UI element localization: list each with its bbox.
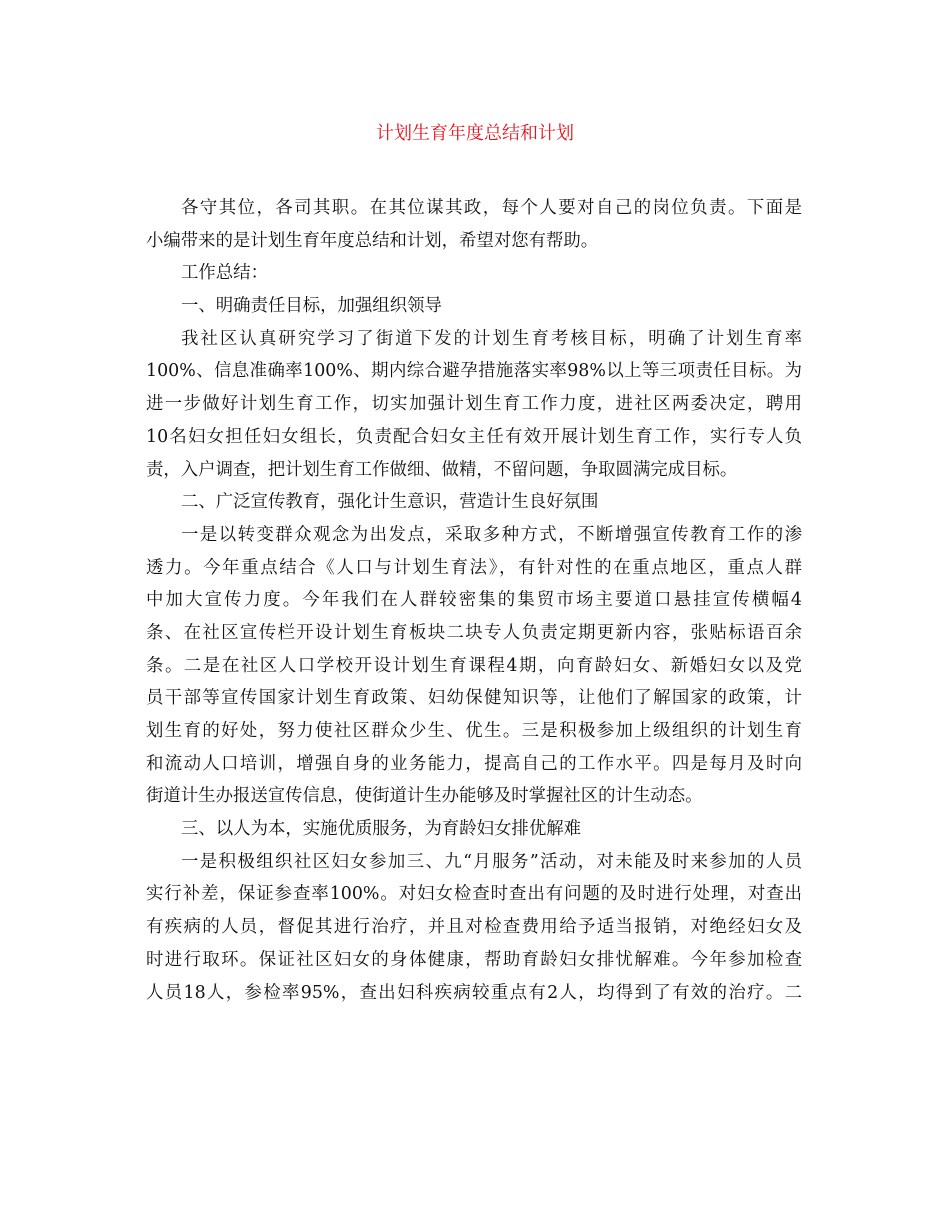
paragraph-line: 一是以转变群众观念为出发点，采取多种方式，不断增强宣传教育工作的渗: [181, 524, 802, 545]
paragraph-line: 时进行取环。保证社区妇女的身体健康，帮助育龄妇女排忧解难。今年参加检查: [146, 949, 802, 970]
paragraph-line: 和流动人口培训，增强自身的业务能力，提高自己的工作水平。四是每月及时向: [146, 753, 802, 774]
paragraph-line: 人员18人，参检率95%，查出妇科疾病较重点有2人，均得到了有效的治疗。二: [146, 982, 802, 1003]
paragraph-line: 实行补差，保证参查率100%。对妇女检查时查出有问题的及时进行处理，对查出: [146, 884, 802, 905]
paragraph-line: 中加大宣传力度。今年我们在人群较密集的集贸市场主要道口悬挂宣传横幅4: [146, 590, 802, 611]
paragraph-line: 100%、信息准确率100%、期内综合避孕措施落实率98%以上等三项责任目标。为: [146, 361, 802, 382]
section-heading: 二、广泛宣传教育，强化计生意识，营造计生良好氛围: [181, 492, 599, 513]
paragraph-line: 条、在社区宣传栏开设计划生育板块二块专人负责定期更新内容，张贴标语百余: [146, 622, 802, 643]
paragraph-line: 我社区认真研究学习了街道下发的计划生育考核目标，明确了计划生育率: [181, 328, 802, 349]
paragraph-line: 10名妇女担任妇女组长，负责配合妇女主任有效开展计划生育工作，实行专人负: [146, 426, 802, 447]
document-title: 计划生育年度总结和计划: [376, 123, 574, 144]
paragraph-line: 一是积极组织社区妇女参加三、九“月服务”活动，对未能及时来参加的人员: [181, 851, 802, 872]
paragraph-line: 街道计生办报送宣传信息，使街道计生办能够及时掌握社区的计生动态。: [146, 786, 703, 807]
paragraph-line: 有疾病的人员，督促其进行治疗，并且对检查费用给予适当报销，对绝经妇女及: [146, 917, 802, 938]
section-heading: 一、明确责任目标，加强组织领导: [181, 296, 442, 317]
paragraph-line: 透力。今年重点结合《人口与计划生育法》，有针对性的在重点地区，重点人群: [146, 557, 802, 578]
document-body: [146, 192, 802, 1009]
paragraph-line: 责，入户调查，把计划生育工作做细、做精，不留问题，争取圆满完成目标。: [146, 459, 738, 480]
paragraph-line: 进一步做好计划生育工作，切实加强计划生育工作力度，进社区两委决定，聘用: [146, 394, 802, 415]
paragraph-line: 员干部等宣传国家计划生育政策、妇幼保健知识等，让他们了解国家的政策，计: [146, 688, 802, 709]
paragraph-line: 各守其位，各司其职。在其位谋其政，每个人要对自己的岗位负责。下面是: [181, 198, 802, 218]
paragraph-line: 条。二是在社区人口学校开设计划生育课程4期，向育龄妇女、新婚妇女以及党: [146, 655, 802, 676]
section-heading: 三、以人为本，实施优质服务，为育龄妇女排优解难: [181, 819, 581, 840]
paragraph-line: 划生育的好处，努力使社区群众少生、优生。三是积极参加上级组织的计划生育: [146, 721, 802, 741]
section-label: 工作总结：: [181, 263, 268, 284]
paragraph-line: 小编带来的是计划生育年度总结和计划，希望对您有帮助。: [146, 230, 599, 251]
